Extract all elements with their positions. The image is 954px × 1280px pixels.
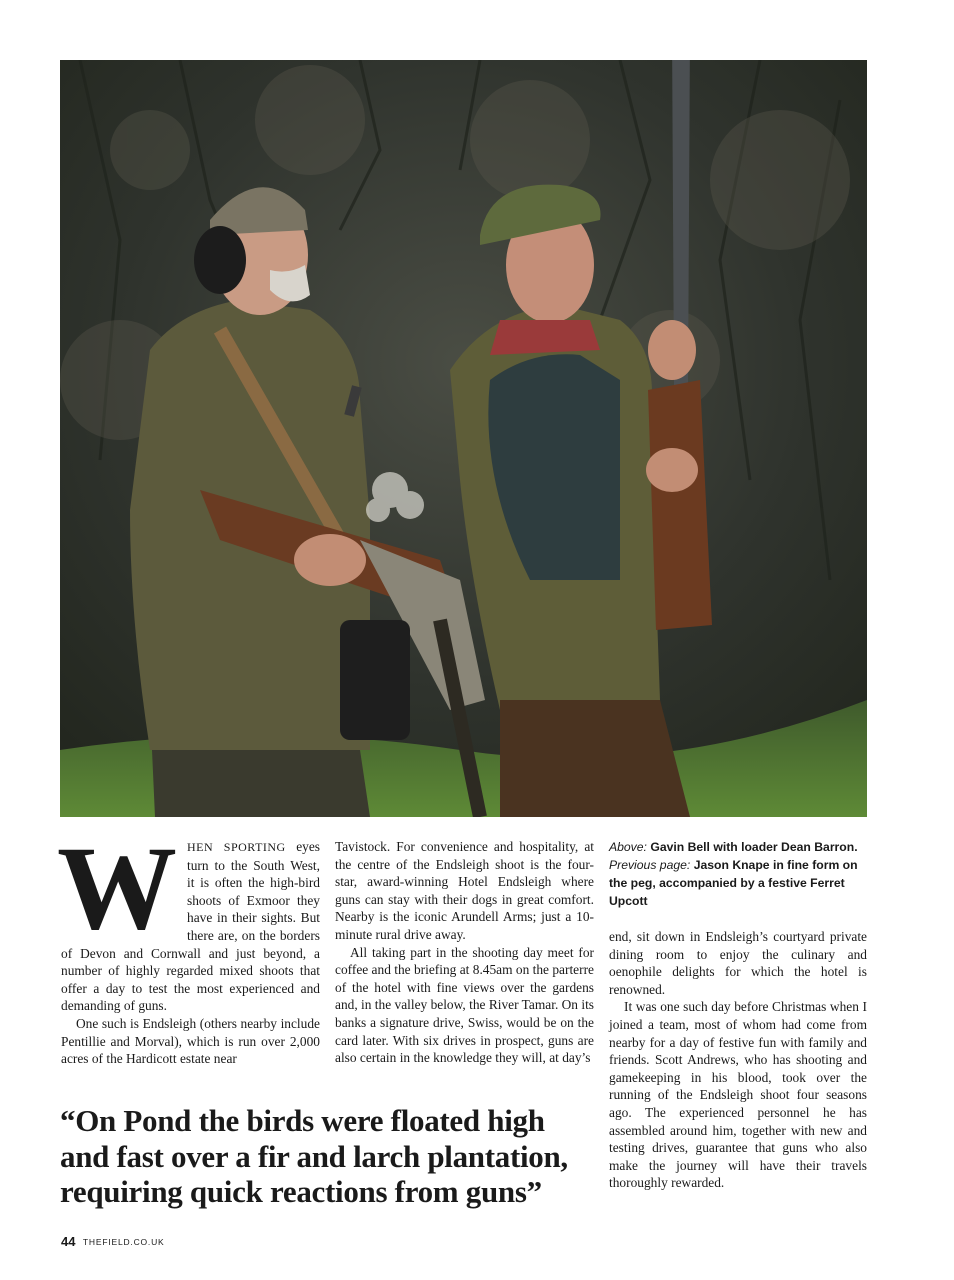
lead-in: HEN SPORTING [187,840,286,854]
site-url: THEFIELD.CO.UK [82,1237,165,1247]
col3-paragraph-2: It was one such day before Christmas when I joined a team, most of whom had come from nearby for a day of festive fun with family and friends. Scott Andrews, who has shooting and gamekeeping in his blood, took over the running of the Endsleigh shoot four seasons ago. The experienced personnel he has assembled around him, together with new and testing drives, guarantee that guns who also make the journey will have their travels thoroughly rewarded. [609,999,867,1191]
caption-previous-text: Jason Knape in fine form on the peg, accompanied by a festive Ferret Upcott [609,858,858,908]
col3-paragraph-1: end, sit down in Endsleigh’s courtyard private dining room to enjoy the culinary and oenophile delights for which the hotel is renowned. [609,929,867,997]
opening-paragraph [57,821,320,1015]
caption-above-text: Gavin Bell with loader Dean Barron. [650,840,858,854]
article-column-3 [609,928,867,1192]
photo-caption [609,838,867,910]
page-number: 44 [61,1234,76,1249]
col1-paragraph-2: One such is Endsleigh (others nearby include Pentillie and Morval), which is run over 2,000 acres of the Hardicott estate near [61,1015,320,1067]
col2-paragraph-2: All taking part in the shooting day meet for coffee and the briefing at 8.45am on the parterre of the hotel with fine views over the gardens and, in the valley below, the River Tamar. On its banks a signature drive, Swiss, would be on the card later. With six drives in prospect, guns are also certain in the knowledge they will, at day’s [335,944,595,1066]
caption-above-label: Above: [609,840,647,854]
article-photo [60,60,867,817]
article-column-1 [57,821,320,1068]
caption-previous-label: Previous page: [609,858,691,872]
page-footer [61,1233,165,1251]
col2-paragraph-1: Tavistock. For convenience and hospitality, at the centre of the Endsleigh shoot is the four-star, award-winning Hotel Endsleigh where guns can stay with their dogs in great comfort. Nearby is the iconic Arundell Arms; just a 10-minute rural drive away. [335,839,594,942]
drop-cap: W [57,821,173,954]
shooting-scene-illustration [60,60,867,817]
col1-paragraph-1: eyes turn to the South West, it is often the high-bird shoots of Exmoor they have in their sights. But there are, on the borders of Devon and Cornwall and just beyond, a number of highly regarded mixed shoots that offer a day to test the most experienced and demanding of guns. [61,839,320,1014]
pull-quote: “On Pond the birds were floated high and fast over a fir and larch plantation, requiring quick reactions from guns” [60,1103,568,1209]
article-column-2 [335,838,594,1067]
